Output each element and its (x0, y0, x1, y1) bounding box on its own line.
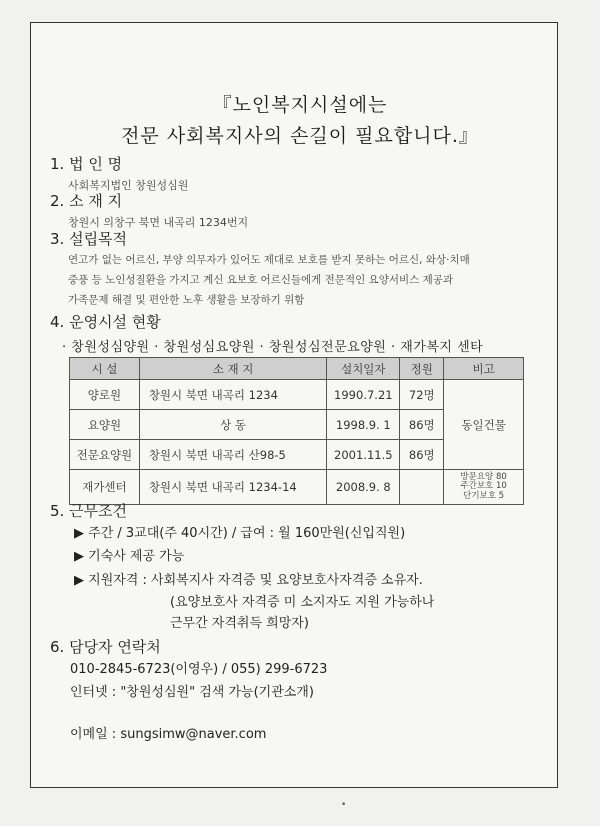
table-header-row (70, 358, 524, 380)
purpose-line: 가족문제 해결 및 편안한 노후 생활을 보장하기 위함 (68, 294, 305, 306)
facility-address: 창원시 북면 내곡리 1234-14 (139, 470, 327, 505)
facility-address: 창원시 북면 내곡리 1234 (139, 380, 327, 410)
facility-date: 2008.9. 8 (327, 470, 400, 505)
purpose-line: 중풍 등 노인성질환을 가지고 계신 요보호 어르신들에게 전문적인 요양서비스 제공과 (68, 274, 454, 286)
facility-address: 창원시 북면 내곡리 산98-5 (139, 440, 327, 470)
table-row (70, 470, 524, 505)
facility-capacity: 86명 (400, 440, 444, 470)
purpose-line: 연고가 없는 어르신, 부양 의무자가 있어도 제대로 보호를 받지 못하는 어르신, 와상·치매 (68, 254, 470, 266)
section4-heading: 4. 운영시설 현황 (50, 313, 161, 331)
contact-phone: 010-2845-6723(이영우) / 055) 299-6723 (70, 662, 328, 677)
condition-note: (요양보호사 자격증 미 소지자도 지원 가능하나 (170, 595, 435, 610)
header-address: 소 재 지 (139, 358, 327, 380)
facility-capacity: 72명 (400, 380, 444, 410)
contact-internet: 인터넷 : "창원성심원" 검색 가능(기관소개) (70, 685, 314, 700)
header-capacity: 정원 (400, 358, 444, 380)
remark-shared: 동일건물 (444, 380, 524, 470)
location-address: 창원시 의창구 북면 내곡리 1234번지 (68, 216, 249, 229)
doc-title-line2: 전문 사회복지사의 손길이 필요합니다.』 (121, 125, 479, 147)
condition-item: ▶ 기숙사 제공 가능 (74, 549, 185, 564)
condition-item: ▶ 주간 / 3교대(주 40시간) / 급여 : 월 160만원(신입직원) (74, 526, 406, 541)
facility-date: 1990.7.21 (327, 380, 400, 410)
header-remarks: 비고 (444, 358, 524, 380)
remark-line: 단기보호 5 (463, 490, 505, 501)
facility-table (69, 357, 524, 505)
header-date: 설치일자 (327, 358, 400, 380)
section3-heading: 3. 설립목적 (50, 230, 128, 248)
facility-date: 2001.11.5 (327, 440, 400, 470)
section2-heading: 2. 소 재 지 (50, 192, 123, 210)
remark-line: 주간보호 10 (460, 481, 507, 492)
facility-name: 전문요양원 (70, 440, 140, 470)
facility-date: 1998.9. 1 (327, 410, 400, 440)
facility-name: 양로원 (70, 380, 140, 410)
table-row (70, 380, 524, 410)
header-facility: 시 설 (70, 358, 140, 380)
purpose-text (68, 250, 470, 310)
facility-name: 재가센터 (70, 470, 140, 505)
section5-heading: 5. 근무조건 (50, 502, 128, 520)
condition-note: 근무간 자격취득 희망자) (170, 616, 309, 631)
section6-heading: 6. 담당자 연락처 (50, 638, 161, 656)
page-dot: • (341, 800, 347, 810)
facility-capacity: 86명 (400, 410, 444, 440)
doc-title-line1: 『노인복지시설에는 (212, 94, 388, 116)
corporation-name: 사회복지법인 창원성심원 (68, 179, 189, 192)
condition-item: ▶ 지원자격 : 사회복지사 자격증 및 요양보호사자격증 소유자. (74, 573, 423, 588)
facility-capacity (400, 470, 444, 505)
facility-list: · 창원성심양원 · 창원성심요양원 · 창원성심전문요양원 · 재가복지 센타 (62, 340, 484, 355)
facility-name: 요양원 (70, 410, 140, 440)
facility-address: 상 동 (139, 410, 327, 440)
remark-line: 방문요양 80 (460, 471, 507, 482)
section1-heading: 1. 법 인 명 (50, 155, 123, 173)
contact-email: 이메일 : sungsimw@naver.com (70, 727, 267, 742)
remark-home-care (444, 470, 524, 505)
